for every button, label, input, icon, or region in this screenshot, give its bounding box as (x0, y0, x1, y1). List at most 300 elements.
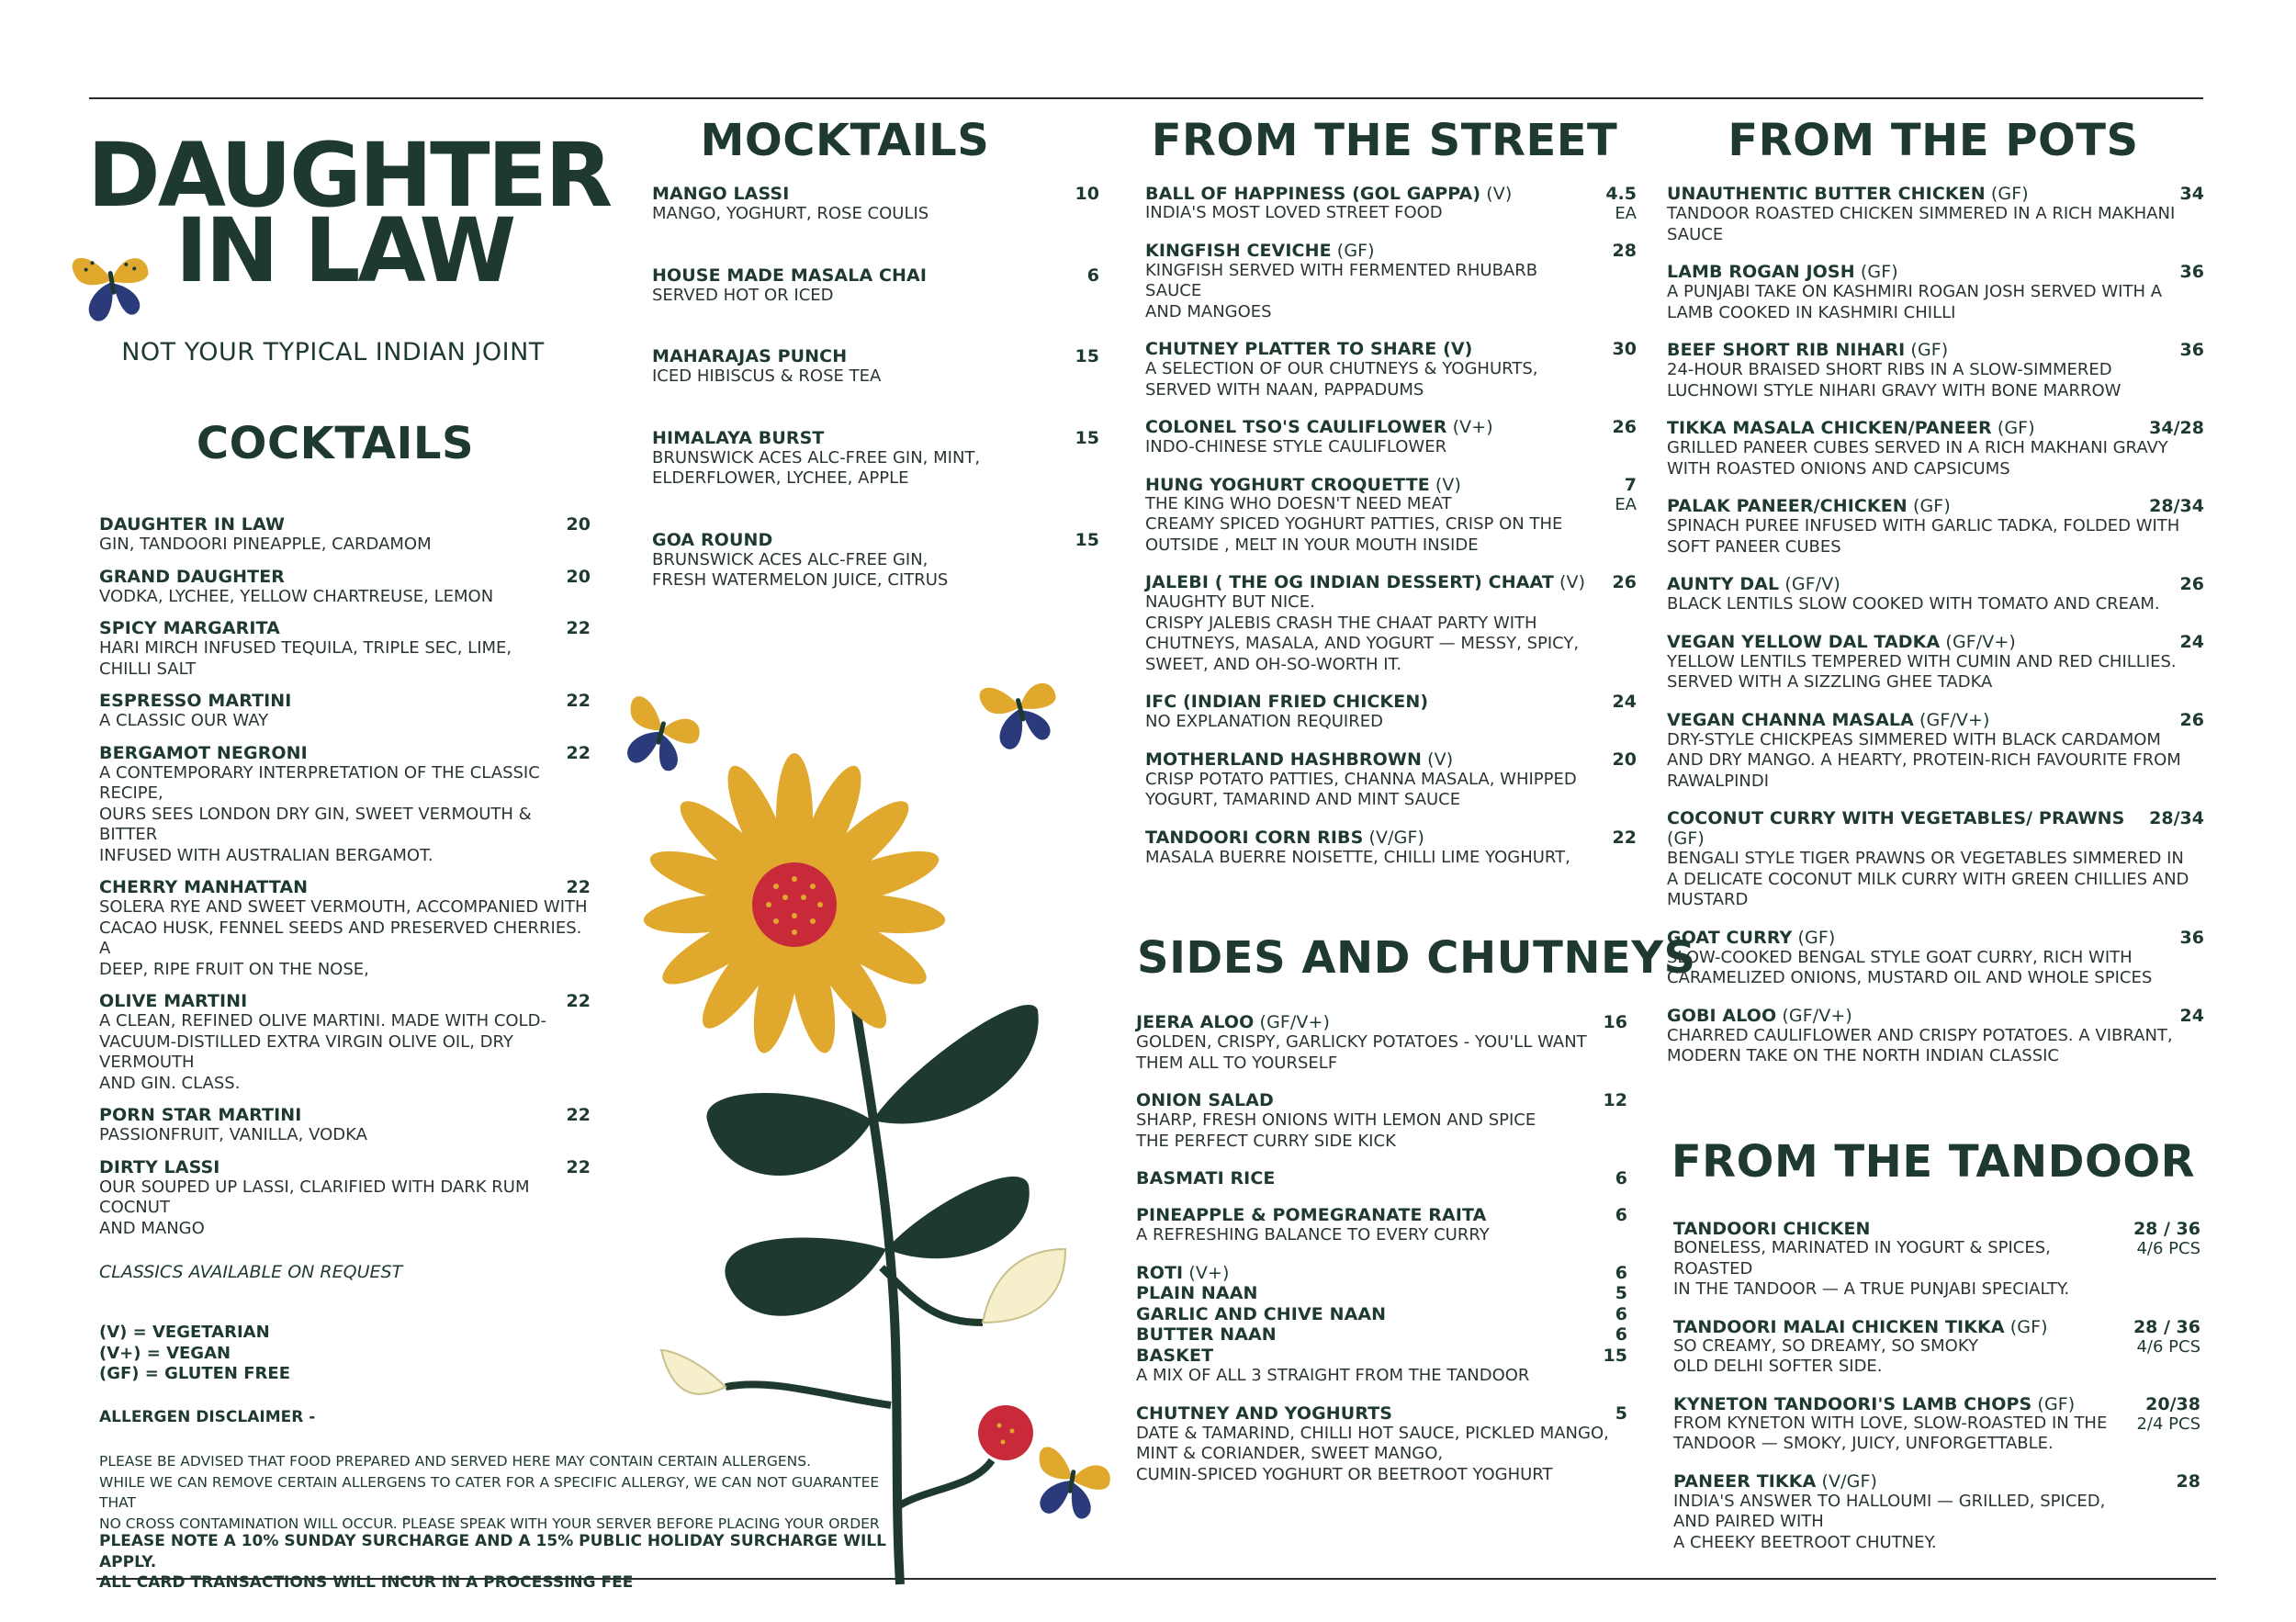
menu-item-price (1615, 475, 1637, 514)
menu-item-description: 24-HOUR BRAISED SHORT RIBS IN A SLOW-SIMMERED LUCHNOWI STYLE NIHARI GRAVY WITH BONE MARROW (1667, 360, 2122, 400)
dietary-tag: (GF/V+) (1254, 1012, 1331, 1032)
menu-item (1145, 417, 1637, 458)
menu-item-description: CHARRED CAULIFLOWER AND CRISPY POTATOES. A VIBRANT, MODERN TAKE ON THE NORTH INDIAN CLASSIC (1667, 1025, 2173, 1065)
price-value: 34/28 (2149, 418, 2204, 438)
menu-item (1667, 340, 2204, 401)
dietary-tag: (V/GF) (1816, 1470, 1877, 1492)
menu-item-title: HIMALAYA BURST (652, 427, 825, 448)
bread-title: BASKET (1136, 1345, 1214, 1366)
menu-item-row (1145, 692, 1637, 712)
menu-item-name (1136, 1090, 1274, 1110)
dietary-tag: (GF) (1985, 184, 2029, 204)
surcharge-note: PLEASE NOTE A 10% SUNDAY SURCHARGE AND A 15% PUBLIC HOLIDAY SURCHARGE WILL APPLY. ALL CARD TRANSACTIONS WILL INCUR IN A PROCESSING FEE (99, 1532, 886, 1592)
allergen-title: ALLERGEN DISCLAIMER - (99, 1408, 316, 1426)
menu-item-description: A CONTEMPORARY INTERPRETATION OF THE CLASSIC RECIPE, OURS SEES LONDON DRY GIN, SWEET VERMOUTH & BITTER INFUSED WITH AUSTRALIAN BERGAMOT. (99, 762, 540, 865)
menu-item-description: SO CREAMY, SO DREAMY, SO SMOKY OLD DELHI SOFTER SIDE. (1673, 1335, 1978, 1376)
menu-item-name (99, 1105, 301, 1125)
menu-item-name (1667, 632, 2016, 652)
menu-item-description: PASSIONFRUIT, VANILLA, VODKA (99, 1125, 367, 1144)
menu-item-description: ICED HIBISCUS & ROSE TEA (652, 366, 882, 386)
menu-item-name (1136, 1012, 1330, 1032)
dietary-tag: (GF) (1854, 262, 1898, 282)
price-value: 24 (1612, 692, 1637, 712)
menu-item-description: MANGO, YOGHURT, ROSE COULIS (652, 204, 929, 223)
menu-item-name (1145, 184, 1512, 204)
menu-item (99, 514, 591, 556)
price-value: 22 (566, 1105, 591, 1125)
menu-item-row (99, 618, 591, 638)
menu-item-price: 6 (1615, 1205, 1627, 1225)
price-unit: 2/4 PCS (2136, 1414, 2200, 1434)
menu-item-name (652, 184, 789, 204)
menu-item-name (1667, 418, 2035, 438)
menu-item-description: BONELESS, MARINATED IN YOGURT & SPICES, ROASTED IN THE TANDOOR — A TRUE PUNJABI SPECIALTY. (1673, 1238, 2070, 1299)
price-value: 20 (566, 514, 591, 535)
menu-item-price (2180, 574, 2204, 594)
menu-item (1667, 262, 2204, 323)
menu-item-name (1667, 928, 1835, 948)
menu-item-name (1136, 1168, 1275, 1188)
menu-item-price (1613, 417, 1637, 437)
menu-item-price (2136, 1394, 2200, 1434)
menu-item (99, 877, 591, 980)
menu-item-name (1667, 184, 2029, 204)
price-value: 20 (566, 566, 591, 587)
menu-item-description: BLACK LENTILS SLOW COOKED WITH TOMATO AND CREAM. (1667, 594, 2160, 614)
bread-title: BUTTER NAAN (1136, 1324, 1277, 1345)
price-value: 30 (1612, 339, 1637, 359)
menu-item-row (1145, 749, 1637, 770)
menu-item-row (1667, 1006, 2204, 1026)
menu-item (652, 265, 1099, 307)
legend-entry: (V) = VEGETARIAN (99, 1323, 270, 1342)
menu-item (99, 691, 591, 732)
price-unit: 4/6 PCS (2136, 1336, 2200, 1357)
menu-item-price (2133, 1219, 2200, 1258)
menu-item-row (1667, 710, 2204, 730)
menu-item-title: DAUGHTER IN LAW (99, 514, 286, 535)
menu-item-price (1605, 184, 1637, 223)
price-value: 15 (1075, 346, 1099, 366)
price-value: 28 / 36 (2133, 1219, 2200, 1239)
menu-item-row (1667, 340, 2204, 360)
menu-item-title: KINGFISH CEVICHE (1145, 240, 1332, 261)
menu-item-name (99, 567, 285, 587)
cocktails-list (99, 514, 591, 1250)
menu-item-price (567, 567, 591, 587)
price-value: 26 (2179, 709, 2204, 730)
bread-item (1136, 1324, 1627, 1346)
menu-item-price (1075, 184, 1099, 204)
menu-item-row (1145, 572, 1637, 592)
menu-item-description: DRY-STYLE CHICKPEAS SIMMERED WITH BLACK CARDAMOM AND DRY MANGO. A HEARTY, PROTEIN-RICH FAVOURITE FROM RAWALPINDI (1667, 729, 2181, 791)
menu-item-name (1673, 1394, 2075, 1414)
allergen-text: PLEASE BE ADVISED THAT FOOD PREPARED AND SERVED HERE MAY CONTAIN CERTAIN ALLERGENS. WHILE WE CAN REMOVE CERTAIN ALLERGENS TO CATER FOR A SPECIFIC ALLERGY, WE CAN NOT GUARANTEE THAT NO CROSS CONTAMINATION WILL OCCUR. PLEASE SPEAK WITH YOUR SERVER BEFORE PLACING YOUR ORDER (99, 1453, 880, 1532)
menu-item-name (652, 265, 927, 286)
menu-item-title: BEEF SHORT RIB NIHARI (1667, 340, 1906, 360)
menu-item-description: SERVED HOT OR ICED (652, 285, 834, 305)
price-value: 22 (566, 1156, 591, 1177)
menu-item (99, 991, 591, 1094)
dietary-tag: (V) (1429, 474, 1462, 495)
menu-item-name (1667, 262, 1898, 282)
butterfly-icon-4 (1021, 1433, 1122, 1525)
menu-item-description: INDIA'S ANSWER TO HALLOUMI — GRILLED, SPICED, AND PAIRED WITH A CHEEKY BEETROOT CHUTNEY. (1673, 1491, 2106, 1552)
basket-description: A MIX OF ALL 3 STRAIGHT FROM THE TANDOOR (1136, 1366, 1530, 1385)
menu-item-row (1667, 928, 2204, 948)
dietary-tag: (V) (1421, 749, 1454, 770)
menu-item-row (652, 530, 1099, 550)
menu-item-row (1667, 632, 2204, 652)
menu-item-name (1667, 574, 1840, 594)
menu-item-row (99, 514, 591, 535)
menu-item-description: SLOW-COOKED BENGAL STYLE GOAT CURRY, RICH WITH CARAMELIZED ONIONS, MUSTARD OIL AND WHOLE SPICES (1667, 947, 2153, 987)
price-unit: EA (1615, 204, 1637, 223)
dietary-tag: (V) (1553, 572, 1586, 592)
menu-item-price (1613, 749, 1637, 770)
menu-item-title: CHERRY MANHATTAN (99, 877, 309, 897)
menu-item-title: BERGAMOT NEGRONI (99, 742, 308, 763)
menu-item-title: UNAUTHENTIC BUTTER CHICKEN (1667, 184, 1986, 204)
price-value: 20/38 (2145, 1393, 2200, 1414)
menu-item-title: TIKKA MASALA CHICKEN/PANEER (1667, 418, 1992, 438)
sides-list (1136, 1012, 1627, 1485)
menu-item (1673, 1471, 2200, 1554)
menu-item-title: CHUTNEY PLATTER TO SHARE (V) (1145, 339, 1473, 359)
breads-group (1136, 1263, 1627, 1387)
menu-item-description: A CLEAN, REFINED OLIVE MARTINI. MADE WITH COLD- VACUUM-DISTILLED EXTRA VIRGIN OLIVE OIL, DRY VERMOUTH AND GIN. CLASS. (99, 1011, 546, 1093)
menu-item-description: CRISP POTATO PATTIES, CHANNA MASALA, WHIPPED YOGURT, TAMARIND AND MINT SAUCE (1145, 769, 1577, 809)
menu-item-price (2180, 1006, 2204, 1026)
menu-item-row (1667, 184, 2204, 204)
menu-item-description: A SELECTION OF OUR CHUTNEYS & YOGHURTS, SERVED WITH NAAN, PAPPADUMS (1145, 359, 1538, 400)
menu-item-price (2149, 808, 2204, 828)
price-value: 10 (1075, 184, 1099, 204)
butterfly-icon-2 (611, 684, 712, 776)
menu-item-title: ONION SALAD (1136, 1090, 1274, 1110)
menu-item-title: GOAT CURRY (1667, 927, 1793, 948)
menu-item (1145, 692, 1637, 733)
price-value: 7 (1624, 474, 1637, 495)
menu-item (1667, 710, 2204, 793)
bread-price: 15 (1603, 1345, 1627, 1366)
menu-item-row (99, 743, 591, 763)
menu-item-description: HARI MIRCH INFUSED TEQUILA, TRIPLE SEC, LIME, CHILLI SALT (99, 638, 512, 679)
menu-item-name (1145, 475, 1461, 495)
bread-item (1136, 1283, 1627, 1304)
dietary-tag: (GF) (1907, 496, 1951, 516)
price-value: 28/34 (2149, 496, 2204, 516)
menu-item-title: GOBI ALOO (1667, 1005, 1777, 1026)
menu-item-row (1145, 241, 1637, 261)
brand-tagline: NOT YOUR TYPICAL INDIAN JOINT (121, 338, 545, 366)
menu-item-row (1667, 418, 2204, 438)
menu-item-name (652, 428, 824, 448)
bread-item (1136, 1346, 1627, 1367)
price-unit: 4/6 PCS (2136, 1239, 2200, 1258)
menu-item-name (652, 346, 847, 366)
menu-item-title: HOUSE MADE MASALA CHAI (652, 265, 927, 286)
bread-price: 6 (1615, 1303, 1627, 1324)
bread-name (1136, 1346, 1213, 1367)
menu-item-description: A REFRESHING BALANCE TO EVERY CURRY (1136, 1225, 1490, 1245)
menu-item-description: YELLOW LENTILS TEMPERED WITH CUMIN AND RED CHILLIES. SERVED WITH A SIZZLING GHEE TADKA (1667, 651, 2177, 692)
menu-item (1136, 1403, 1627, 1486)
menu-item-description: OUR SOUPED UP LASSI, CLARIFIED WITH DARK RUM COCNUT AND MANGO (99, 1177, 530, 1238)
menu-item-title: MANGO LASSI (652, 184, 790, 204)
bread-title: GARLIC AND CHIVE NAAN (1136, 1303, 1387, 1324)
menu-item (1673, 1317, 2200, 1378)
menu-item-description: INDIA'S MOST LOVED STREET FOOD (1145, 203, 1443, 222)
menu-item-row (1667, 574, 2204, 594)
mocktails-title: MOCKTAILS (700, 115, 990, 166)
menu-item-name (1673, 1471, 1877, 1492)
menu-item (1673, 1219, 2200, 1301)
menu-item (1145, 572, 1637, 675)
menu-item (1667, 1006, 2204, 1067)
menu-item-description: SOLERA RYE AND SWEET VERMOUTH, ACCOMPANIED WITH CACAO HUSK, FENNEL SEEDS AND PRESERVED CHERRIES. A DEEP, RIPE FRUIT ON THE NOSE, (99, 897, 588, 979)
menu-item (1136, 1012, 1627, 1074)
dietary-tag: (V/GF) (1363, 827, 1425, 848)
price-value: 15 (1075, 427, 1099, 448)
dietary-tag: (GF) (2032, 1393, 2076, 1414)
price-value: 22 (566, 877, 591, 897)
menu-item-name (1667, 710, 1990, 730)
price-value: 22 (566, 618, 591, 638)
price-value: 15 (1075, 529, 1099, 550)
menu-item-description: FROM KYNETON WITH LOVE, SLOW-ROASTED IN THE TANDOOR — SMOKY, JUICY, UNFORGETTABLE. (1673, 1413, 2108, 1453)
menu-item-description: MASALA BUERRE NOISETTE, CHILLI LIME YOGHURT, (1145, 847, 1570, 867)
menu-item (1667, 632, 2204, 693)
menu-item-price (1075, 346, 1099, 366)
menu-item-description: TANDOOR ROASTED CHICKEN SIMMERED IN A RICH MAKHANI SAUCE (1667, 204, 2176, 244)
menu-item-title: BASMATI RICE (1136, 1168, 1276, 1188)
price-value: 22 (566, 691, 591, 711)
menu-item-description: GOLDEN, CRISPY, GARLICKY POTATOES - YOU'LL WANT THEM ALL TO YOURSELF (1136, 1032, 1587, 1073)
menu-item-description: NO EXPLANATION REQUIRED (1145, 712, 1383, 731)
dietary-legend (99, 1323, 290, 1385)
menu-item-name (99, 991, 247, 1011)
price-value: 26 (1612, 572, 1637, 592)
price-value: 22 (1612, 827, 1637, 848)
menu-item-name (1145, 692, 1428, 712)
menu-item-title: IFC (INDIAN FRIED CHICKEN) (1145, 692, 1429, 712)
menu-item-name (1145, 828, 1424, 848)
menu-item-name (1145, 241, 1375, 261)
menu-item-row (1136, 1168, 1627, 1188)
bread-name (1136, 1324, 1277, 1346)
menu-item-name (1136, 1205, 1486, 1225)
menu-item (99, 743, 591, 867)
price-value: 36 (2179, 262, 2204, 282)
menu-item-row (652, 428, 1099, 448)
menu-item-row (1136, 1403, 1627, 1424)
menu-item-title: TANDOORI CORN RIBS (1145, 827, 1364, 848)
menu-item-title: TANDOORI MALAI CHICKEN TIKKA (1673, 1316, 2005, 1337)
dietary-tag: (GF) (1667, 828, 1705, 849)
menu-item-price (2149, 496, 2204, 516)
menu-item-title: MOTHERLAND HASHBROWN (1145, 749, 1422, 770)
dietary-tag: (GF) (1331, 240, 1375, 261)
dietary-tag: (GF) (2004, 1316, 2048, 1337)
menu-item-title: GOA ROUND (652, 529, 773, 550)
dietary-tag: (GF/V+) (1776, 1005, 1852, 1026)
menu-item-name (1145, 572, 1585, 592)
menu-item-row (99, 877, 591, 897)
menu-item (1136, 1205, 1627, 1246)
menu-item (1145, 339, 1637, 400)
menu-item-row (1667, 262, 2204, 282)
menu-item-title: KYNETON TANDOORI'S LAMB CHOPS (1673, 1393, 2032, 1414)
menu-item-row (1136, 1205, 1627, 1225)
menu-item-description: DATE & TAMARIND, CHILLI HOT SAUCE, PICKLED MANGO, MINT & CORIANDER, SWEET MANGO, CUMIN-SPICED YOGHURT OR BEETROOT YOGHURT (1136, 1423, 1609, 1484)
menu-item-description: VODKA, LYCHEE, YELLOW CHARTREUSE, LEMON (99, 586, 494, 606)
menu-item-name (1667, 496, 1951, 516)
menu-item-row (1673, 1471, 2200, 1492)
menu-item-title: VEGAN CHANNA MASALA (1667, 709, 1914, 730)
menu-item-title: BALL OF HAPPINESS (GOL GAPPA) (1145, 184, 1481, 204)
pots-title: FROM THE POTS (1728, 115, 2139, 166)
bread-price: 5 (1615, 1283, 1627, 1303)
street-list (1145, 184, 1637, 884)
menu-item (652, 530, 1099, 591)
price-value: 24 (2179, 1005, 2204, 1026)
menu-item-name: CHUTNEY AND YOGHURTS (1136, 1402, 1393, 1424)
menu-item-price (1613, 572, 1637, 592)
menu-item-price (2180, 928, 2204, 948)
menu-item-row (1145, 339, 1637, 359)
price-value: 28/34 (2149, 808, 2204, 828)
menu-item (1145, 241, 1637, 323)
menu-item (99, 618, 591, 680)
menu-item (1667, 184, 2204, 245)
menu-item-title: JEERA ALOO (1136, 1012, 1255, 1032)
menu-item-description: NAUGHTY BUT NICE. CRISPY JALEBIS CRASH THE CHAAT PARTY WITH CHUTNEYS, MASALA, AND YOGURT — MESSY, SPICY, SWEET, AND OH-SO-WORTH IT. (1145, 592, 1580, 674)
menu-item-row (1145, 417, 1637, 437)
menu-item-title: GRAND DAUGHTER (99, 566, 286, 587)
bread-title: PLAIN NAAN (1136, 1283, 1258, 1303)
menu-item (652, 184, 1099, 225)
menu-item-title: OLIVE MARTINI (99, 991, 248, 1011)
menu-item-title: SPICY MARGARITA (99, 618, 280, 638)
brand-logo (87, 124, 611, 302)
menu-item-price (567, 618, 591, 638)
menu-item-name (99, 743, 308, 763)
menu-item-price: 16 (1603, 1012, 1627, 1032)
menu-item-title: HUNG YOGHURT CROQUETTE (1145, 474, 1430, 495)
butterfly-icon-3 (969, 661, 1070, 753)
menu-item-description: KINGFISH SERVED WITH FERMENTED RHUBARB SAUCE AND MANGOES (1145, 260, 1538, 321)
menu-item-name (1145, 417, 1493, 437)
menu-item-row (1145, 828, 1637, 848)
dietary-tag: (GF) (1991, 418, 2035, 438)
menu-item-name (1145, 339, 1472, 359)
menu-item-description: THE KING WHO DOESN'T NEED MEAT CREAMY SPICED YOGHURT PATTIES, CRISP ON THE OUTSIDE , MELT IN YOUR MOUTH INSIDE (1145, 493, 1563, 555)
menu-item-title: PORN STAR MARTINI (99, 1105, 302, 1125)
menu-item-name (1667, 808, 2149, 849)
menu-item-row (1136, 1012, 1627, 1032)
menu-item-name (99, 618, 280, 638)
bread-name (1136, 1304, 1386, 1325)
menu-item (1667, 496, 2204, 558)
dietary-tag: (V) (1480, 184, 1513, 204)
menu-item-price (567, 514, 591, 535)
menu-item (1136, 1168, 1627, 1188)
menu-item-title: COLONEL TSO'S CAULIFLOWER (1145, 417, 1447, 437)
menu-item-price (1613, 339, 1637, 359)
menu-item (1667, 808, 2204, 911)
menu-item-price (1087, 265, 1099, 286)
menu-item (652, 428, 1099, 490)
cocktails-title: COCKTAILS (196, 418, 475, 469)
menu-item-name (1667, 1006, 1852, 1026)
menu-item-price (2133, 1317, 2200, 1357)
menu-item (1667, 574, 2204, 615)
menu-item (99, 1157, 591, 1240)
menu-item (1145, 184, 1637, 224)
menu-item-name (1673, 1219, 1871, 1239)
mocktails-list (652, 184, 1099, 610)
top-rule (89, 97, 2203, 99)
bread-price: 6 (1615, 1262, 1627, 1283)
menu-item-title: PALAK PANEER/CHICKEN (1667, 496, 1908, 516)
menu-item-name (652, 530, 772, 550)
menu-item-row (652, 184, 1099, 204)
menu-item-name (99, 691, 291, 711)
menu-item-title: PANEER TIKKA (1673, 1470, 1817, 1492)
bread-item (1136, 1304, 1627, 1325)
menu-item (652, 346, 1099, 388)
menu-item (1667, 928, 2204, 989)
menu-item-row (99, 1105, 591, 1125)
menu-item-title: COCONUT CURRY WITH VEGETABLES/ PRAWNS (1667, 808, 2125, 828)
menu-item-row (99, 991, 591, 1011)
menu-item-description: A CLASSIC OUR WAY (99, 711, 269, 730)
menu-item-price (1075, 428, 1099, 448)
menu-item (1145, 749, 1637, 811)
price-value: 26 (2179, 574, 2204, 594)
butterfly-icon (61, 234, 162, 326)
dietary-tag: (GF) (1792, 927, 1836, 948)
menu-item-name (1145, 749, 1453, 770)
menu-item-price (2149, 418, 2204, 438)
menu-item-description: INDO-CHINESE STYLE CAULIFLOWER (1145, 437, 1447, 456)
menu-item (1673, 1394, 2200, 1455)
menu-item-description: GIN, TANDOORI PINEAPPLE, CARDAMOM (99, 535, 432, 554)
price-value: 22 (566, 991, 591, 1011)
price-value: 22 (566, 742, 591, 763)
menu-item-title: PINEAPPLE & POMEGRANATE RAITA (1136, 1205, 1487, 1225)
menu-item-row (652, 265, 1099, 286)
menu-item-price (1613, 692, 1637, 712)
bread-price: 6 (1615, 1324, 1627, 1345)
price-value: 6 (1086, 265, 1099, 286)
menu-item-title: VEGAN YELLOW DAL TADKA (1667, 631, 1941, 652)
menu-item-row (1667, 496, 2204, 516)
menu-item-description: SPINACH PUREE INFUSED WITH GARLIC TADKA, FOLDED WITH SOFT PANEER CUBES (1667, 516, 2180, 557)
menu-item-price (2180, 710, 2204, 730)
price-value: 28 / 36 (2133, 1316, 2200, 1337)
dietary-tag: (GF) (1905, 340, 1949, 360)
legend-entry: (GF) = GLUTEN FREE (99, 1364, 291, 1383)
brand-title: DAUGHTER IN LAW (87, 124, 611, 302)
menu-item-price (2180, 184, 2204, 204)
menu-item (99, 1105, 591, 1146)
menu-item-title: DIRTY LASSI (99, 1156, 220, 1177)
menu-item-price (1075, 530, 1099, 550)
classics-note: CLASSICS AVAILABLE ON REQUEST (99, 1262, 403, 1282)
price-value: 28 (2176, 1470, 2200, 1492)
